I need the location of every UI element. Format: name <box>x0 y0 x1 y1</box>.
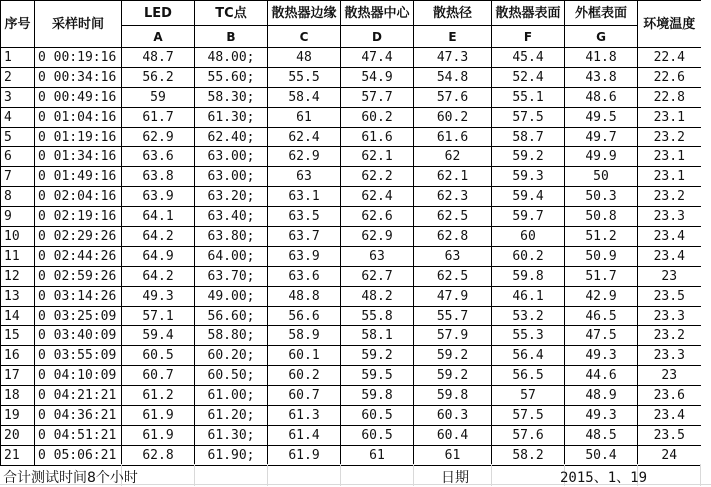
grid-line <box>700 464 701 486</box>
cell-time[interactable]: 0 04:21:21 <box>35 386 122 406</box>
cell-heatsink-surface[interactable]: 59.2 <box>492 147 565 167</box>
table-row <box>1 346 701 366</box>
cell-heatsink-edge[interactable]: 56.6 <box>268 306 341 326</box>
cell-heatsink-surface[interactable]: 59.4 <box>492 187 565 207</box>
cell-heatsink-diameter[interactable]: 60.2 <box>414 107 492 127</box>
cell-heatsink-surface[interactable]: 56.5 <box>492 366 565 386</box>
cell-tc-point[interactable]: 63.20; <box>195 187 268 207</box>
cell-heatsink-edge[interactable]: 63.9 <box>268 246 341 266</box>
cell-tc-point[interactable]: 58.80; <box>195 326 268 346</box>
cell-frame-surface[interactable]: 44.6 <box>565 366 638 386</box>
header-seq[interactable]: 序号 <box>1 1 35 48</box>
cell-heatsink-edge[interactable]: 48.8 <box>268 286 341 306</box>
cell-time[interactable]: 0 01:19:16 <box>35 127 122 147</box>
cell-heatsink-center[interactable]: 63 <box>341 246 414 266</box>
cell-seq[interactable]: 6 <box>1 147 35 167</box>
cell-ambient[interactable]: 23.2 <box>638 187 701 207</box>
cell-tc-point[interactable]: 58.30; <box>195 87 268 107</box>
cell-heatsink-center[interactable]: 62.2 <box>341 167 414 187</box>
cell-ambient[interactable]: 23.3 <box>638 207 701 227</box>
cell-heatsink-diameter[interactable]: 54.8 <box>414 67 492 87</box>
cell-heatsink-edge[interactable]: 48 <box>268 48 341 68</box>
table-row <box>1 187 701 207</box>
cell-heatsink-center[interactable]: 62.9 <box>341 227 414 247</box>
cell-led[interactable]: 64.2 <box>122 227 195 247</box>
cell-led[interactable]: 60.7 <box>122 366 195 386</box>
cell-led[interactable]: 61.2 <box>122 386 195 406</box>
cell-heatsink-edge[interactable]: 58.4 <box>268 87 341 107</box>
cell-tc-point[interactable]: 63.00; <box>195 167 268 187</box>
cell-heatsink-diameter[interactable]: 57.6 <box>414 87 492 107</box>
cell-heatsink-edge[interactable]: 62.9 <box>268 147 341 167</box>
table-row <box>1 48 701 68</box>
cell-seq[interactable]: 10 <box>1 227 35 247</box>
header-code-c[interactable]: C <box>268 26 341 48</box>
cell-tc-point[interactable]: 61.30; <box>195 425 268 445</box>
cell-ambient[interactable]: 23.3 <box>638 346 701 366</box>
cell-ambient[interactable]: 23.2 <box>638 127 701 147</box>
cell-heatsink-surface[interactable]: 59.3 <box>492 167 565 187</box>
cell-tc-point[interactable]: 63.80; <box>195 227 268 247</box>
cell-seq[interactable]: 7 <box>1 167 35 187</box>
cell-seq[interactable]: 4 <box>1 107 35 127</box>
header-code-e[interactable]: E <box>414 26 492 48</box>
header-tc-point[interactable]: TC点 <box>195 1 268 26</box>
cell-ambient[interactable]: 22.8 <box>638 87 701 107</box>
cell-tc-point[interactable]: 63.70; <box>195 266 268 286</box>
header-heatsink-edge[interactable]: 散热器边缘 <box>268 1 341 26</box>
cell-heatsink-edge[interactable]: 61.9 <box>268 445 341 465</box>
cell-frame-surface[interactable]: 50.9 <box>565 246 638 266</box>
cell-ambient[interactable]: 22.4 <box>638 48 701 68</box>
cell-frame-surface[interactable]: 50.3 <box>565 187 638 207</box>
table-row <box>1 167 701 187</box>
table-row <box>1 207 701 227</box>
table-row <box>1 306 701 326</box>
cell-ambient[interactable]: 23.5 <box>638 425 701 445</box>
cell-heatsink-diameter[interactable]: 60.4 <box>414 425 492 445</box>
cell-heatsink-diameter[interactable]: 61.6 <box>414 127 492 147</box>
cell-time[interactable]: 0 02:04:16 <box>35 187 122 207</box>
header-code-g[interactable]: G <box>565 26 638 48</box>
table-body <box>1 1 701 466</box>
cell-time[interactable]: 0 01:34:16 <box>35 147 122 167</box>
cell-led[interactable]: 63.6 <box>122 147 195 167</box>
table-row <box>1 246 701 266</box>
cell-led[interactable]: 61.9 <box>122 425 195 445</box>
grid-line <box>267 464 268 486</box>
cell-heatsink-center[interactable]: 62.1 <box>341 147 414 167</box>
cell-frame-surface[interactable]: 51.7 <box>565 266 638 286</box>
cell-seq[interactable]: 20 <box>1 425 35 445</box>
cell-heatsink-diameter[interactable]: 62.8 <box>414 227 492 247</box>
cell-frame-surface[interactable]: 43.8 <box>565 67 638 87</box>
cell-heatsink-edge[interactable]: 63 <box>268 167 341 187</box>
cell-heatsink-surface[interactable]: 53.2 <box>492 306 565 326</box>
cell-tc-point[interactable]: 55.60; <box>195 67 268 87</box>
cell-led[interactable]: 56.2 <box>122 67 195 87</box>
cell-time[interactable]: 0 04:10:09 <box>35 366 122 386</box>
cell-tc-point[interactable]: 64.00; <box>195 246 268 266</box>
cell-led[interactable]: 48.7 <box>122 48 195 68</box>
cell-heatsink-diameter[interactable]: 47.9 <box>414 286 492 306</box>
cell-heatsink-surface[interactable]: 60 <box>492 227 565 247</box>
cell-heatsink-diameter[interactable]: 61 <box>414 445 492 465</box>
cell-ambient[interactable]: 23.4 <box>638 227 701 247</box>
header-led[interactable]: LED <box>122 1 195 26</box>
header-heatsink-center[interactable]: 散热器中心 <box>341 1 414 26</box>
header-ambient[interactable]: 环境温度 <box>638 1 701 48</box>
cell-heatsink-diameter[interactable]: 62.3 <box>414 187 492 207</box>
header-code-d[interactable]: D <box>341 26 414 48</box>
cell-heatsink-center[interactable]: 60.5 <box>341 406 414 426</box>
cell-time[interactable]: 0 00:34:16 <box>35 67 122 87</box>
cell-tc-point[interactable]: 61.90; <box>195 445 268 465</box>
cell-time[interactable]: 0 04:51:21 <box>35 425 122 445</box>
cell-heatsink-edge[interactable]: 55.5 <box>268 67 341 87</box>
grid-line <box>413 464 414 486</box>
cell-frame-surface[interactable]: 51.2 <box>565 227 638 247</box>
cell-heatsink-edge[interactable]: 60.2 <box>268 366 341 386</box>
cell-tc-point[interactable]: 63.40; <box>195 207 268 227</box>
cell-heatsink-center[interactable]: 55.8 <box>341 306 414 326</box>
cell-heatsink-surface[interactable]: 57.6 <box>492 425 565 445</box>
cell-heatsink-center[interactable]: 54.9 <box>341 67 414 87</box>
cell-heatsink-surface[interactable]: 55.1 <box>492 87 565 107</box>
cell-led[interactable]: 64.1 <box>122 207 195 227</box>
table-row <box>1 366 701 386</box>
cell-time[interactable]: 0 03:14:26 <box>35 286 122 306</box>
cell-seq[interactable]: 15 <box>1 326 35 346</box>
cell-led[interactable]: 57.1 <box>122 306 195 326</box>
cell-frame-surface[interactable]: 50.8 <box>565 207 638 227</box>
cell-seq[interactable]: 5 <box>1 127 35 147</box>
cell-led[interactable]: 59.4 <box>122 326 195 346</box>
cell-heatsink-surface[interactable]: 57.5 <box>492 406 565 426</box>
cell-frame-surface[interactable]: 49.3 <box>565 406 638 426</box>
table-row <box>1 445 701 465</box>
cell-tc-point[interactable]: 63.00; <box>195 147 268 167</box>
cell-heatsink-edge[interactable]: 63.6 <box>268 266 341 286</box>
header-heatsink-diameter[interactable]: 散热径 <box>414 1 492 26</box>
cell-heatsink-center[interactable]: 47.4 <box>341 48 414 68</box>
cell-frame-surface[interactable]: 42.9 <box>565 286 638 306</box>
cell-led[interactable]: 49.3 <box>122 286 195 306</box>
cell-ambient[interactable]: 23.4 <box>638 246 701 266</box>
cell-frame-surface[interactable]: 49.3 <box>565 346 638 366</box>
cell-seq[interactable]: 14 <box>1 306 35 326</box>
grid-line <box>491 464 492 486</box>
cell-heatsink-center[interactable]: 60.2 <box>341 107 414 127</box>
header-code-f[interactable]: F <box>492 26 565 48</box>
cell-heatsink-surface[interactable]: 57 <box>492 386 565 406</box>
table-row <box>1 425 701 445</box>
cell-ambient[interactable]: 22.6 <box>638 67 701 87</box>
cell-seq[interactable]: 16 <box>1 346 35 366</box>
header-time[interactable]: 采样时间 <box>35 1 122 48</box>
header-code-a[interactable]: A <box>122 26 195 48</box>
cell-led[interactable]: 64.2 <box>122 266 195 286</box>
cell-heatsink-surface[interactable]: 45.4 <box>492 48 565 68</box>
cell-heatsink-center[interactable]: 48.2 <box>341 286 414 306</box>
cell-time[interactable]: 0 03:25:09 <box>35 306 122 326</box>
cell-frame-surface[interactable]: 49.7 <box>565 127 638 147</box>
cell-ambient[interactable]: 23.1 <box>638 107 701 127</box>
cell-frame-surface[interactable]: 48.5 <box>565 425 638 445</box>
cell-heatsink-surface[interactable]: 59.7 <box>492 207 565 227</box>
cell-frame-surface[interactable]: 50 <box>565 167 638 187</box>
cell-led[interactable]: 59 <box>122 87 195 107</box>
cell-heatsink-center[interactable]: 57.7 <box>341 87 414 107</box>
header-frame-surface[interactable]: 外框表面 <box>565 1 638 26</box>
cell-heatsink-edge[interactable]: 58.9 <box>268 326 341 346</box>
cell-heatsink-diameter[interactable]: 59.2 <box>414 366 492 386</box>
cell-heatsink-center[interactable]: 59.8 <box>341 386 414 406</box>
cell-heatsink-edge[interactable]: 62.4 <box>268 127 341 147</box>
cell-ambient[interactable]: 24 <box>638 445 701 465</box>
table-row <box>1 67 701 87</box>
grid-line <box>194 464 195 486</box>
cell-ambient[interactable]: 23.1 <box>638 167 701 187</box>
cell-ambient[interactable]: 23.4 <box>638 406 701 426</box>
cell-tc-point[interactable]: 60.20; <box>195 346 268 366</box>
cell-heatsink-edge[interactable]: 63.1 <box>268 187 341 207</box>
cell-led[interactable]: 63.8 <box>122 167 195 187</box>
cell-led[interactable]: 64.9 <box>122 246 195 266</box>
cell-seq[interactable]: 11 <box>1 246 35 266</box>
cell-time[interactable]: 0 02:19:16 <box>35 207 122 227</box>
cell-time[interactable]: 0 01:49:16 <box>35 167 122 187</box>
table-row <box>1 266 701 286</box>
cell-time[interactable]: 0 01:04:16 <box>35 107 122 127</box>
cell-seq[interactable]: 21 <box>1 445 35 465</box>
table-row <box>1 286 701 306</box>
cell-time[interactable]: 0 03:40:09 <box>35 326 122 346</box>
cell-time[interactable]: 0 05:06:21 <box>35 445 122 465</box>
cell-seq[interactable]: 12 <box>1 266 35 286</box>
cell-heatsink-center[interactable]: 58.1 <box>341 326 414 346</box>
table-row <box>1 326 701 346</box>
cell-ambient[interactable]: 23.6 <box>638 386 701 406</box>
cell-led[interactable]: 61.9 <box>122 406 195 426</box>
table-row <box>1 147 701 167</box>
cell-frame-surface[interactable]: 48.9 <box>565 386 638 406</box>
cell-heatsink-surface[interactable]: 58.2 <box>492 445 565 465</box>
cell-heatsink-edge[interactable]: 61.4 <box>268 425 341 445</box>
cell-heatsink-center[interactable]: 60.5 <box>341 425 414 445</box>
header-row-names <box>1 1 701 26</box>
sheet-footer <box>0 464 711 486</box>
cell-time[interactable]: 0 02:29:26 <box>35 227 122 247</box>
cell-heatsink-diameter[interactable]: 55.7 <box>414 306 492 326</box>
cell-heatsink-diameter[interactable]: 63 <box>414 246 492 266</box>
cell-tc-point[interactable]: 62.40; <box>195 127 268 147</box>
cell-time[interactable]: 0 00:19:16 <box>35 48 122 68</box>
cell-time[interactable]: 0 04:36:21 <box>35 406 122 426</box>
cell-tc-point[interactable]: 49.00; <box>195 286 268 306</box>
cell-seq[interactable]: 17 <box>1 366 35 386</box>
cell-heatsink-surface[interactable]: 46.1 <box>492 286 565 306</box>
cell-heatsink-diameter[interactable]: 59.8 <box>414 386 492 406</box>
cell-heatsink-surface[interactable]: 59.8 <box>492 266 565 286</box>
table-row <box>1 406 701 426</box>
footer-bottom-line <box>0 484 711 485</box>
cell-heatsink-edge[interactable]: 60.7 <box>268 386 341 406</box>
cell-heatsink-surface[interactable]: 56.4 <box>492 346 565 366</box>
cell-heatsink-surface[interactable]: 52.4 <box>492 67 565 87</box>
cell-heatsink-diameter[interactable]: 62 <box>414 147 492 167</box>
table-row <box>1 227 701 247</box>
cell-heatsink-center[interactable]: 62.4 <box>341 187 414 207</box>
cell-ambient[interactable]: 23.2 <box>638 326 701 346</box>
cell-seq[interactable]: 18 <box>1 386 35 406</box>
cell-frame-surface[interactable]: 46.5 <box>565 306 638 326</box>
cell-heatsink-diameter[interactable]: 59.2 <box>414 346 492 366</box>
cell-heatsink-center[interactable]: 61 <box>341 445 414 465</box>
cell-ambient[interactable]: 23.3 <box>638 306 701 326</box>
cell-ambient[interactable]: 23 <box>638 266 701 286</box>
cell-led[interactable]: 60.5 <box>122 346 195 366</box>
total-test-time-label[interactable]: 合计测试时间8个小时 <box>3 470 138 486</box>
cell-seq[interactable]: 3 <box>1 87 35 107</box>
cell-heatsink-surface[interactable]: 55.3 <box>492 326 565 346</box>
cell-heatsink-surface[interactable]: 60.2 <box>492 246 565 266</box>
cell-heatsink-diameter[interactable]: 47.3 <box>414 48 492 68</box>
grid-line <box>340 464 341 486</box>
cell-heatsink-edge[interactable]: 61 <box>268 107 341 127</box>
cell-frame-surface[interactable]: 47.5 <box>565 326 638 346</box>
cell-seq[interactable]: 8 <box>1 187 35 207</box>
cell-seq[interactable]: 19 <box>1 406 35 426</box>
cell-heatsink-center[interactable]: 62.7 <box>341 266 414 286</box>
cell-heatsink-diameter[interactable]: 62.5 <box>414 266 492 286</box>
cell-seq[interactable]: 1 <box>1 48 35 68</box>
cell-heatsink-surface[interactable]: 58.7 <box>492 127 565 147</box>
cell-ambient[interactable]: 23.1 <box>638 147 701 167</box>
cell-heatsink-diameter[interactable]: 62.5 <box>414 207 492 227</box>
cell-tc-point[interactable]: 48.00; <box>195 48 268 68</box>
cell-time[interactable]: 0 02:44:26 <box>35 246 122 266</box>
cell-frame-surface[interactable]: 50.4 <box>565 445 638 465</box>
cell-frame-surface[interactable]: 49.9 <box>565 147 638 167</box>
cell-heatsink-edge[interactable]: 63.5 <box>268 207 341 227</box>
cell-time[interactable]: 0 03:55:09 <box>35 346 122 366</box>
date-value[interactable]: 2015、1、19 <box>560 470 648 486</box>
cell-led[interactable]: 62.9 <box>122 127 195 147</box>
table-row <box>1 107 701 127</box>
cell-led[interactable]: 61.7 <box>122 107 195 127</box>
cell-heatsink-center[interactable]: 59.5 <box>341 366 414 386</box>
cell-heatsink-surface[interactable]: 57.5 <box>492 107 565 127</box>
cell-time[interactable]: 0 02:59:26 <box>35 266 122 286</box>
cell-heatsink-center[interactable]: 59.2 <box>341 346 414 366</box>
date-label[interactable]: 日期 <box>441 470 469 486</box>
cell-ambient[interactable]: 23.5 <box>638 286 701 306</box>
cell-heatsink-center[interactable]: 61.6 <box>341 127 414 147</box>
cell-heatsink-center[interactable]: 62.6 <box>341 207 414 227</box>
cell-led[interactable]: 62.8 <box>122 445 195 465</box>
cell-frame-surface[interactable]: 48.6 <box>565 87 638 107</box>
header-code-b[interactable]: B <box>195 26 268 48</box>
cell-heatsink-edge[interactable]: 60.1 <box>268 346 341 366</box>
cell-tc-point[interactable]: 60.50; <box>195 366 268 386</box>
cell-heatsink-edge[interactable]: 61.3 <box>268 406 341 426</box>
table-row <box>1 87 701 107</box>
cell-seq[interactable]: 2 <box>1 67 35 87</box>
cell-tc-point[interactable]: 61.20; <box>195 406 268 426</box>
cell-tc-point[interactable]: 61.30; <box>195 107 268 127</box>
cell-tc-point[interactable]: 56.60; <box>195 306 268 326</box>
cell-time[interactable]: 0 00:49:16 <box>35 87 122 107</box>
table-row <box>1 386 701 406</box>
cell-heatsink-diameter[interactable]: 60.3 <box>414 406 492 426</box>
cell-led[interactable]: 63.9 <box>122 187 195 207</box>
cell-seq[interactable]: 13 <box>1 286 35 306</box>
cell-ambient[interactable]: 23 <box>638 366 701 386</box>
cell-frame-surface[interactable]: 41.8 <box>565 48 638 68</box>
cell-seq[interactable]: 9 <box>1 207 35 227</box>
cell-heatsink-diameter[interactable]: 57.9 <box>414 326 492 346</box>
cell-frame-surface[interactable]: 49.5 <box>565 107 638 127</box>
header-heatsink-surface[interactable]: 散热器表面 <box>492 1 565 26</box>
cell-heatsink-edge[interactable]: 63.7 <box>268 227 341 247</box>
table-row <box>1 127 701 147</box>
cell-heatsink-diameter[interactable]: 62.1 <box>414 167 492 187</box>
cell-tc-point[interactable]: 61.00; <box>195 386 268 406</box>
